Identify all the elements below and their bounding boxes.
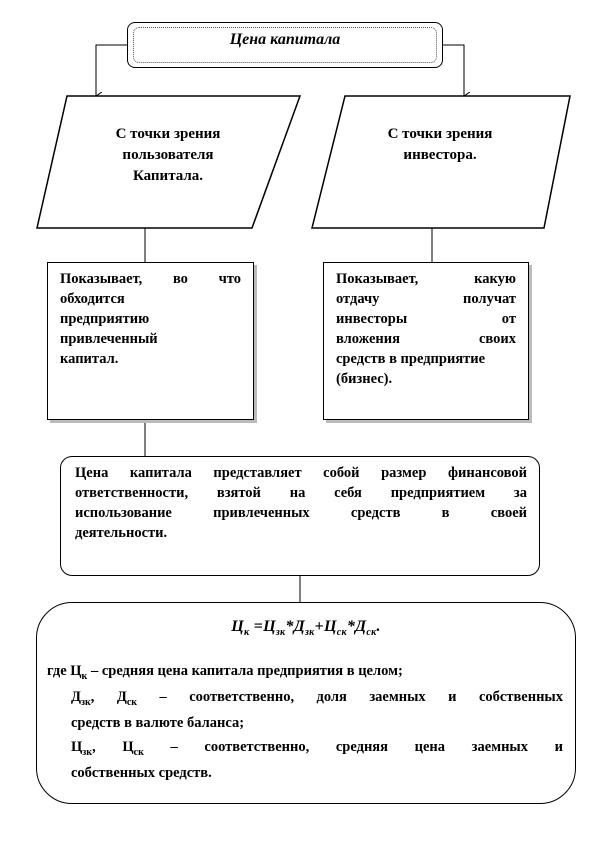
- arrow-title-to-user: [96, 45, 127, 96]
- title-box: [127, 22, 443, 68]
- definition-box: Цена капитала представляет собой размер финансовой ответственности, взятой на себя предприятием за использование привлеченных средств в своей деятельности.: [60, 456, 540, 576]
- legend-line-3: средств в валюте баланса;: [71, 714, 245, 731]
- legend-line-1: где $Ц_к$ – средняя цена капитала предприятия в целом;: [47, 663, 403, 682]
- title-text: Цена капитала: [229, 31, 341, 48]
- legend-line-5: собственных средств.: [71, 764, 212, 781]
- formula: $Ц_к =Ц_{зк}*Д_{зк}+Ц_{ск}*Д_{ск}$.: [231, 618, 381, 639]
- legend-line-2: $Д_{зк}$, $Д_{ск}$ – соответственно, доля заемных и собственных: [71, 688, 563, 708]
- user-view-heading: С точки зрения пользователя Капитала.: [115, 126, 221, 184]
- arrow-title-to-investor: [443, 45, 464, 96]
- investor-view-heading: С точки зрения инвестора.: [387, 126, 493, 163]
- formula-legend: [47, 661, 563, 783]
- investor-view-description: Показывает, какую отдачу получат инвесторы от вложения своих средств в предприятие (бизнес).: [323, 262, 529, 420]
- user-view-description: Показывает, во что обходится предприятию привлеченный капитал.: [47, 262, 254, 420]
- formula-box: [36, 602, 576, 804]
- legend-line-4: $Ц_{зк}$, $Ц_{ск}$ – соответственно, средняя цена заемных и: [71, 738, 564, 758]
